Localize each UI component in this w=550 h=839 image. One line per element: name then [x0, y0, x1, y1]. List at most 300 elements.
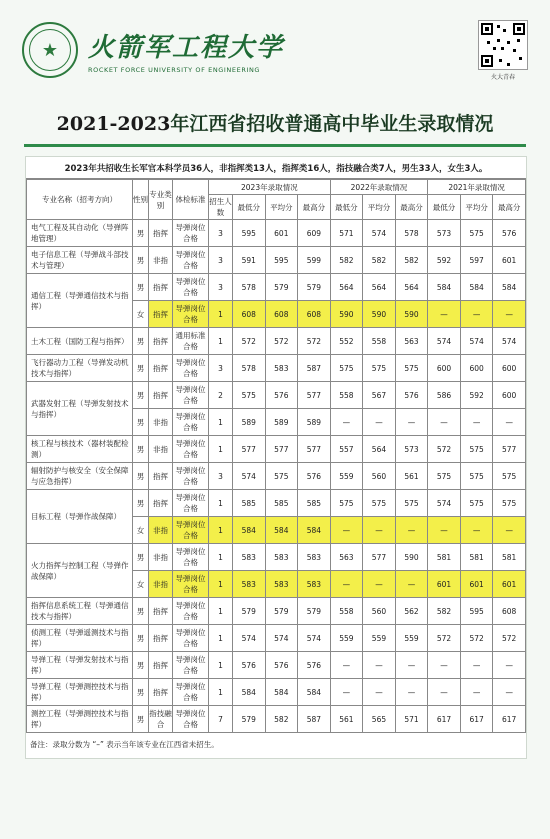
score-cell: 575 — [460, 463, 493, 490]
score-cell: 601 — [493, 247, 526, 274]
major-cell: 土木工程（国防工程与指挥） — [27, 328, 133, 355]
score-cell: 572 — [428, 436, 461, 463]
footnote: 备注：录取分数为 “–” 表示当年该专业在江西省未招生。 — [30, 740, 219, 749]
score-cell: 574 — [233, 625, 266, 652]
score-cell: — — [363, 409, 396, 436]
score-cell: 583 — [233, 544, 266, 571]
gender-cell: 男 — [133, 436, 149, 463]
score-cell: 585 — [233, 490, 266, 517]
score-cell: 559 — [395, 625, 428, 652]
physical-cell: 导弹岗位合格 — [173, 598, 209, 625]
score-cell: 575 — [460, 220, 493, 247]
score-cell: 575 — [493, 490, 526, 517]
score-cell: 579 — [233, 706, 266, 733]
score-cell: — — [330, 409, 363, 436]
score-cell: 558 — [363, 328, 396, 355]
score-cell: 576 — [395, 382, 428, 409]
score-cell: 585 — [298, 490, 331, 517]
score-cell: — — [493, 652, 526, 679]
score-cell: 575 — [428, 463, 461, 490]
score-cell: 564 — [363, 274, 396, 301]
physical-cell: 导弹岗位合格 — [173, 355, 209, 382]
score-cell: 617 — [460, 706, 493, 733]
score-cell: 601 — [265, 220, 298, 247]
physical-cell: 导弹岗位合格 — [173, 436, 209, 463]
score-cell: 578 — [233, 274, 266, 301]
gender-cell: 男 — [133, 328, 149, 355]
category-cell: 指挥 — [149, 328, 173, 355]
score-cell: 579 — [265, 598, 298, 625]
score-cell: 571 — [395, 706, 428, 733]
score-cell: 576 — [265, 652, 298, 679]
score-cell: 582 — [265, 706, 298, 733]
score-cell: 584 — [233, 679, 266, 706]
score-cell: 579 — [298, 274, 331, 301]
brand — [88, 27, 284, 74]
enroll-cell: 2 — [209, 382, 233, 409]
admission-table — [26, 179, 526, 733]
score-cell: 582 — [330, 247, 363, 274]
table-row — [27, 679, 526, 706]
gender-cell: 男 — [133, 706, 149, 733]
score-cell: 575 — [395, 355, 428, 382]
gender-cell: 男 — [133, 409, 149, 436]
enroll-cell: 1 — [209, 652, 233, 679]
score-cell: 561 — [395, 463, 428, 490]
score-cell: 599 — [298, 247, 331, 274]
score-cell: 584 — [298, 679, 331, 706]
score-cell: 577 — [265, 436, 298, 463]
gender-cell: 男 — [133, 544, 149, 571]
score-cell: 574 — [233, 463, 266, 490]
score-cell: 595 — [265, 247, 298, 274]
score-cell: 581 — [460, 544, 493, 571]
score-cell: 587 — [298, 355, 331, 382]
score-cell: 574 — [428, 490, 461, 517]
score-cell: — — [395, 571, 428, 598]
category-cell: 指挥 — [149, 355, 173, 382]
score-cell: 579 — [298, 598, 331, 625]
physical-cell: 导弹岗位合格 — [173, 571, 209, 598]
score-cell: 560 — [363, 463, 396, 490]
score-cell: 589 — [298, 409, 331, 436]
score-cell: 577 — [363, 544, 396, 571]
score-cell: 575 — [460, 436, 493, 463]
score-cell: 584 — [233, 517, 266, 544]
score-cell: 572 — [493, 625, 526, 652]
score-cell: 576 — [298, 463, 331, 490]
score-cell: 591 — [233, 247, 266, 274]
score-cell: 574 — [428, 328, 461, 355]
score-cell: 608 — [265, 301, 298, 328]
gender-cell: 男 — [133, 274, 149, 301]
score-cell: 574 — [363, 220, 396, 247]
gender-cell: 女 — [133, 571, 149, 598]
score-cell: 579 — [233, 598, 266, 625]
score-cell: — — [395, 652, 428, 679]
category-cell: 非指 — [149, 517, 173, 544]
score-cell: 562 — [395, 598, 428, 625]
score-cell: 575 — [330, 355, 363, 382]
table-row — [27, 436, 526, 463]
enroll-cell: 1 — [209, 571, 233, 598]
enroll-cell: 1 — [209, 301, 233, 328]
category-cell: 指挥 — [149, 274, 173, 301]
table-row — [27, 652, 526, 679]
gender-cell: 男 — [133, 625, 149, 652]
score-cell: 601 — [428, 571, 461, 598]
score-cell: 576 — [298, 652, 331, 679]
header-bar — [0, 0, 550, 100]
category-cell: 非指 — [149, 436, 173, 463]
enroll-cell: 3 — [209, 220, 233, 247]
physical-cell: 导弹岗位合格 — [173, 679, 209, 706]
category-cell: 指挥 — [149, 625, 173, 652]
score-cell: 572 — [298, 328, 331, 355]
score-cell: — — [493, 679, 526, 706]
enroll-cell: 3 — [209, 355, 233, 382]
gender-cell: 女 — [133, 301, 149, 328]
score-cell: 577 — [298, 382, 331, 409]
enroll-cell: 1 — [209, 517, 233, 544]
enroll-cell: 1 — [209, 328, 233, 355]
table-row — [27, 544, 526, 571]
score-cell: 617 — [428, 706, 461, 733]
header-max: 最高分 — [493, 195, 526, 220]
major-cell: 飞行器动力工程（导弹发动机技术与指挥） — [27, 355, 133, 382]
header-max: 最高分 — [298, 195, 331, 220]
enroll-cell: 7 — [209, 706, 233, 733]
score-cell: 574 — [265, 625, 298, 652]
header-avg: 平均分 — [460, 195, 493, 220]
score-cell: — — [330, 517, 363, 544]
score-cell: 595 — [233, 220, 266, 247]
score-cell: 577 — [233, 436, 266, 463]
physical-cell: 导弹岗位合格 — [173, 247, 209, 274]
category-cell: 指挥 — [149, 382, 173, 409]
score-cell: — — [395, 409, 428, 436]
score-cell: 557 — [330, 436, 363, 463]
score-cell: — — [330, 571, 363, 598]
category-cell: 指挥 — [149, 301, 173, 328]
score-cell: — — [428, 301, 461, 328]
score-cell: 583 — [298, 571, 331, 598]
score-cell: 563 — [330, 544, 363, 571]
header-avg: 平均分 — [265, 195, 298, 220]
score-cell: 573 — [395, 436, 428, 463]
score-cell: 575 — [493, 463, 526, 490]
physical-cell: 导弹岗位合格 — [173, 517, 209, 544]
score-cell: 608 — [233, 301, 266, 328]
score-cell: 576 — [265, 382, 298, 409]
header-max: 最高分 — [395, 195, 428, 220]
score-cell: 564 — [363, 436, 396, 463]
major-cell: 导弹工程（导弹测控技术与指挥） — [27, 679, 133, 706]
score-cell: 575 — [265, 463, 298, 490]
physical-cell: 导弹岗位合格 — [173, 220, 209, 247]
score-cell: — — [363, 571, 396, 598]
physical-cell: 导弹岗位合格 — [173, 274, 209, 301]
score-cell: — — [363, 517, 396, 544]
qr-label: 火大青春 — [490, 73, 515, 81]
score-cell: 584 — [265, 679, 298, 706]
gender-cell: 男 — [133, 679, 149, 706]
admission-card — [25, 156, 527, 759]
score-cell: 575 — [233, 382, 266, 409]
score-cell: 576 — [233, 652, 266, 679]
score-cell: 575 — [363, 490, 396, 517]
score-cell: 585 — [265, 490, 298, 517]
score-cell: 608 — [298, 301, 331, 328]
score-cell: — — [428, 409, 461, 436]
score-cell: 559 — [330, 463, 363, 490]
physical-cell: 导弹岗位合格 — [173, 706, 209, 733]
enroll-cell: 1 — [209, 544, 233, 571]
score-cell: 564 — [330, 274, 363, 301]
score-cell: 574 — [298, 625, 331, 652]
score-cell: 617 — [493, 706, 526, 733]
table-row — [27, 274, 526, 301]
score-cell: 584 — [460, 274, 493, 301]
score-cell: 575 — [330, 490, 363, 517]
category-cell: 指挥 — [149, 220, 173, 247]
score-cell: 575 — [395, 490, 428, 517]
score-cell: — — [330, 679, 363, 706]
gender-cell: 男 — [133, 247, 149, 274]
gender-cell: 男 — [133, 382, 149, 409]
header-gender: 性别 — [133, 180, 149, 220]
score-cell: 590 — [363, 301, 396, 328]
qr-code-icon — [478, 20, 528, 70]
score-cell: 559 — [330, 625, 363, 652]
gender-cell: 男 — [133, 598, 149, 625]
header-avg: 平均分 — [363, 195, 396, 220]
title-text: 年江西省招收普通高中毕业生录取情况 — [170, 113, 494, 135]
score-cell: — — [460, 679, 493, 706]
major-cell: 核工程与核技术（器材装配检测） — [27, 436, 133, 463]
score-cell: 578 — [233, 355, 266, 382]
score-cell: — — [493, 301, 526, 328]
score-cell: 577 — [298, 436, 331, 463]
brand-name-en: ROCKET FORCE UNIVERSITY OF ENGINEERING — [88, 65, 261, 74]
score-cell: 592 — [460, 382, 493, 409]
score-cell: 572 — [460, 625, 493, 652]
major-cell: 测控工程（导弹测控技术与指挥） — [27, 706, 133, 733]
score-cell: 583 — [265, 571, 298, 598]
score-cell: 582 — [428, 598, 461, 625]
header-min: 最低分 — [330, 195, 363, 220]
score-cell: 572 — [428, 625, 461, 652]
table-row — [27, 625, 526, 652]
enroll-cell: 1 — [209, 598, 233, 625]
major-cell: 武器发射工程（导弹发射技术与指挥） — [27, 382, 133, 436]
table-row — [27, 220, 526, 247]
title-years: 2021-2023 — [56, 113, 171, 135]
score-cell: — — [428, 517, 461, 544]
table-row — [27, 598, 526, 625]
enroll-cell: 3 — [209, 247, 233, 274]
score-cell: — — [460, 301, 493, 328]
score-cell: 600 — [493, 382, 526, 409]
score-cell: 583 — [265, 355, 298, 382]
table-row — [27, 706, 526, 733]
header-category: 专业类别 — [149, 180, 173, 220]
university-emblem-icon: ★ — [22, 22, 78, 78]
header-2021: 2021年录取情况 — [428, 180, 526, 195]
score-cell: 584 — [428, 274, 461, 301]
physical-cell: 导弹岗位合格 — [173, 490, 209, 517]
category-cell: 指挥 — [149, 490, 173, 517]
score-cell: — — [428, 652, 461, 679]
gender-cell: 男 — [133, 652, 149, 679]
major-cell: 通信工程（导弹通信技术与指挥） — [27, 274, 133, 328]
header-physical: 体检标准 — [173, 180, 209, 220]
gender-cell: 男 — [133, 355, 149, 382]
enroll-cell: 1 — [209, 490, 233, 517]
header-2023: 2023年录取情况 — [209, 180, 331, 195]
score-cell: 584 — [265, 517, 298, 544]
score-cell: 579 — [265, 274, 298, 301]
score-cell: 563 — [395, 328, 428, 355]
score-cell: — — [460, 409, 493, 436]
score-cell: 575 — [460, 490, 493, 517]
score-cell: 584 — [493, 274, 526, 301]
gender-cell: 男 — [133, 490, 149, 517]
score-cell: 578 — [395, 220, 428, 247]
table-row — [27, 355, 526, 382]
major-cell: 辐射防护与核安全（安全保障与应急指挥） — [27, 463, 133, 490]
score-cell: 592 — [428, 247, 461, 274]
gender-cell: 女 — [133, 517, 149, 544]
score-cell: 600 — [460, 355, 493, 382]
table-row — [27, 463, 526, 490]
score-cell: — — [493, 409, 526, 436]
summary-text: 2023年共招收生长军官本科学员36人，非指挥类13人，指挥类16人，指技融合类7人，男生33人，女生3人。 — [26, 157, 526, 179]
score-cell: 572 — [265, 328, 298, 355]
score-cell: 597 — [460, 247, 493, 274]
physical-cell: 通用标准合格 — [173, 328, 209, 355]
table-row — [27, 328, 526, 355]
score-cell: 601 — [493, 571, 526, 598]
score-cell: 581 — [493, 544, 526, 571]
category-cell: 非指 — [149, 409, 173, 436]
physical-cell: 导弹岗位合格 — [173, 625, 209, 652]
physical-cell: 导弹岗位合格 — [173, 463, 209, 490]
header-major: 专业名称（招考方向） — [27, 180, 133, 220]
table-row — [27, 490, 526, 517]
score-cell: — — [363, 679, 396, 706]
score-cell: 590 — [395, 544, 428, 571]
score-cell: — — [395, 679, 428, 706]
score-cell: 581 — [428, 544, 461, 571]
score-cell: 587 — [298, 706, 331, 733]
physical-cell: 导弹岗位合格 — [173, 301, 209, 328]
header-enroll: 招生人数 — [209, 195, 233, 220]
gender-cell: 男 — [133, 463, 149, 490]
physical-cell: 导弹岗位合格 — [173, 544, 209, 571]
score-cell: — — [363, 652, 396, 679]
score-cell: 573 — [428, 220, 461, 247]
enroll-cell: 1 — [209, 625, 233, 652]
category-cell: 指技融合 — [149, 706, 173, 733]
category-cell: 指挥 — [149, 652, 173, 679]
score-cell: 589 — [233, 409, 266, 436]
major-cell: 火力指挥与控制工程（导弹作战保障） — [27, 544, 133, 598]
physical-cell: 导弹岗位合格 — [173, 409, 209, 436]
category-cell: 指挥 — [149, 679, 173, 706]
score-cell: 583 — [265, 544, 298, 571]
category-cell: 非指 — [149, 544, 173, 571]
score-cell: 572 — [233, 328, 266, 355]
major-cell: 指挥信息系统工程（导弹通信技术与指挥） — [27, 598, 133, 625]
major-cell: 导弹工程（导弹发射技术与指挥） — [27, 652, 133, 679]
score-cell: 589 — [265, 409, 298, 436]
score-cell: 590 — [395, 301, 428, 328]
score-cell: 582 — [363, 247, 396, 274]
brand-name-cn: 火箭军工程大学 — [88, 32, 285, 63]
score-cell: 567 — [363, 382, 396, 409]
score-cell: 590 — [330, 301, 363, 328]
physical-cell: 导弹岗位合格 — [173, 652, 209, 679]
header-2022: 2022年录取情况 — [330, 180, 428, 195]
score-cell: 608 — [493, 598, 526, 625]
score-cell: 564 — [395, 274, 428, 301]
score-cell: 586 — [428, 382, 461, 409]
score-cell: 560 — [363, 598, 396, 625]
score-cell: 571 — [330, 220, 363, 247]
category-cell: 非指 — [149, 571, 173, 598]
score-cell: 558 — [330, 382, 363, 409]
score-cell: — — [330, 652, 363, 679]
score-cell: 600 — [493, 355, 526, 382]
score-cell: 559 — [363, 625, 396, 652]
enroll-cell: 3 — [209, 463, 233, 490]
category-cell: 指挥 — [149, 463, 173, 490]
page-title — [0, 110, 550, 138]
score-cell: 574 — [460, 328, 493, 355]
score-cell: 561 — [330, 706, 363, 733]
score-cell: 575 — [363, 355, 396, 382]
score-cell: — — [493, 517, 526, 544]
score-cell: 601 — [460, 571, 493, 598]
major-cell: 电气工程及其自动化（导弹阵地管理） — [27, 220, 133, 247]
header-min: 最低分 — [428, 195, 461, 220]
score-cell: — — [395, 517, 428, 544]
header-min: 最低分 — [233, 195, 266, 220]
divider — [24, 144, 526, 147]
score-cell: 552 — [330, 328, 363, 355]
table-row — [27, 247, 526, 274]
score-cell: 584 — [298, 517, 331, 544]
score-cell: 574 — [493, 328, 526, 355]
major-cell: 电子信息工程（导弹战斗部技术与管理） — [27, 247, 133, 274]
score-cell: 600 — [428, 355, 461, 382]
enroll-cell: 1 — [209, 409, 233, 436]
score-cell: — — [460, 517, 493, 544]
enroll-cell: 1 — [209, 436, 233, 463]
score-cell: 558 — [330, 598, 363, 625]
score-cell: 583 — [233, 571, 266, 598]
qr-block — [478, 20, 528, 81]
physical-cell: 导弹岗位合格 — [173, 382, 209, 409]
category-cell: 非指 — [149, 247, 173, 274]
enroll-cell: 3 — [209, 274, 233, 301]
enroll-cell: 1 — [209, 679, 233, 706]
score-cell: 609 — [298, 220, 331, 247]
score-cell: — — [460, 652, 493, 679]
score-cell: 583 — [298, 544, 331, 571]
score-cell: 577 — [493, 436, 526, 463]
